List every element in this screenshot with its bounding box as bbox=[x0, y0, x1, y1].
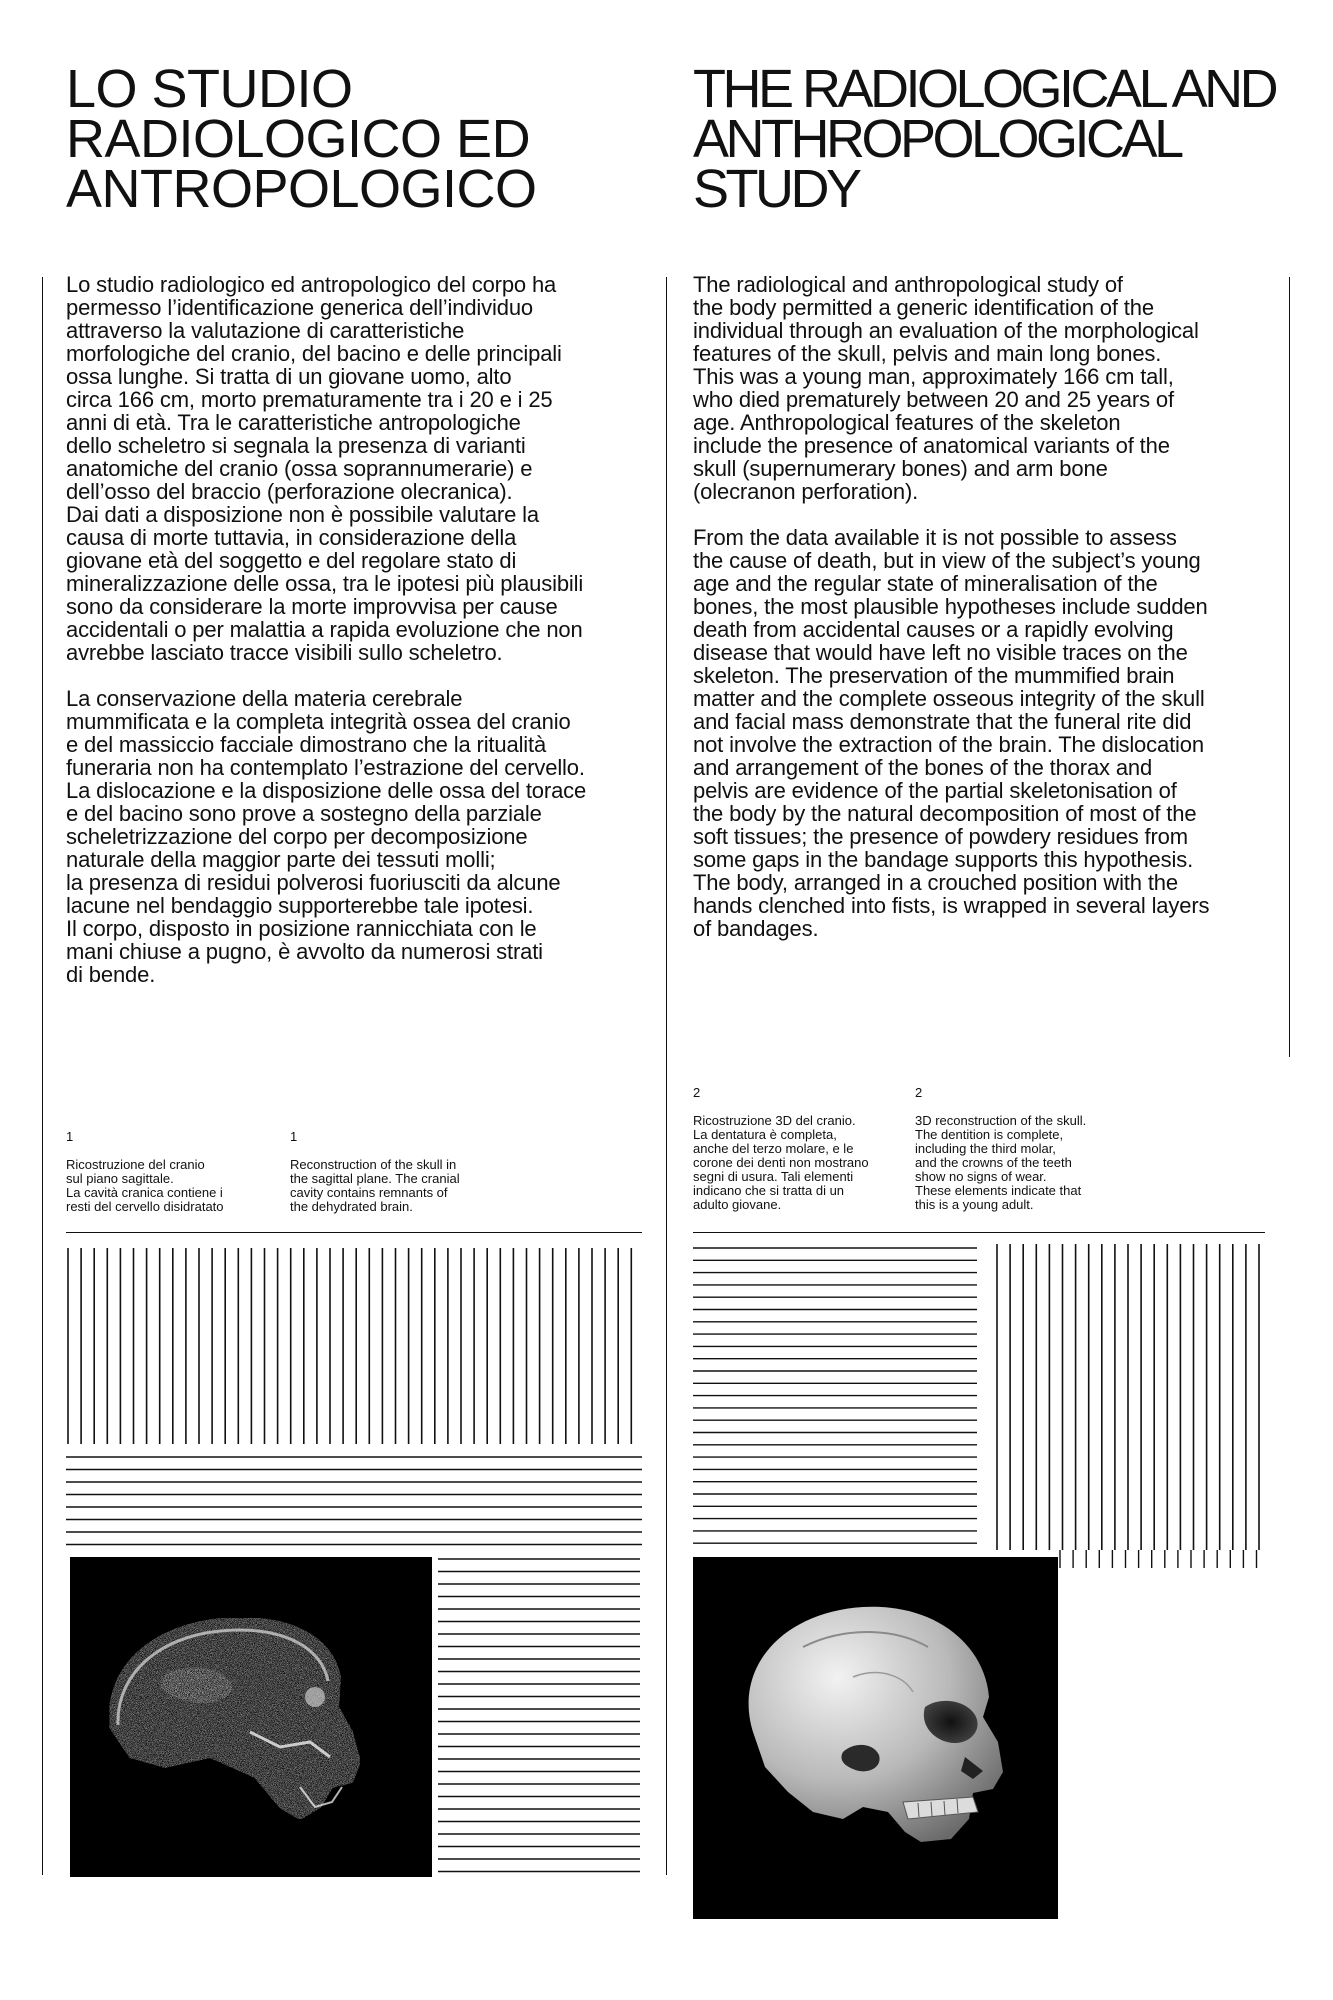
body-text-english: The radiological and anthropological study of the body permitted a generic identification of the individual through an evaluation of the morphological features of the skull, pelvis and main long bones. This was a young man, approximately 166 cm tall, who died prematurely between 20 and 25 years of age. Anthropological features of the skeleton include the presence of anatomical variants of the skull (supernumerary bones) and arm bone (olecranon perforation). From the data available it is not possible to assess the cause of death, but in view of the subject’s young age and the regular state of mineralisation of the bones, the most plausible hypotheses include sudden death from accidental causes or a rapidly evolving disease that would have left no visible traces on the skeleton. The preservation of the mummified brain matter and the complete osseous integrity of the skull and facial mass demonstrate that the funeral rite did not involve the extraction of the brain. The dislocation and arrangement of the bones of the thorax and pelvis are evidence of the partial skeletonisation of the body by the natural decomposition of most of the soft tissues; the presence of powdery residues from some gaps in the bandage supports this hypothesis. The body, arranged in a crouched position with the hands clenched into fists, is wrapped in several layers of bandages. bbox=[693, 272, 1210, 941]
figure-1-number-english: 1 bbox=[290, 1129, 298, 1144]
column-rule-right bbox=[1289, 277, 1290, 1057]
figure-2-3d-skull-image bbox=[693, 1557, 1058, 1919]
figure-1-divider bbox=[66, 1232, 642, 1233]
figure-2-horizontal-stripes bbox=[693, 1244, 983, 1554]
figure-1-sagittal-skull-image bbox=[70, 1557, 432, 1877]
figure-1-caption-italian: Ricostruzione del cranio sul piano sagittale. La cavità cranica contiene i resti del cervello disidratato bbox=[66, 1157, 224, 1214]
figure-1-number-italian: 1 bbox=[66, 1129, 74, 1144]
figure-2-divider bbox=[693, 1232, 1265, 1233]
figure-1-side-stripes bbox=[438, 1555, 643, 1880]
figure-2-number-italian: 2 bbox=[693, 1085, 701, 1100]
column-rule-center bbox=[666, 277, 667, 1875]
figure-1-vertical-stripes bbox=[66, 1248, 646, 1448]
page-title-italian: LO STUDIO RADIOLOGICO ED ANTROPOLOGICO bbox=[66, 59, 537, 219]
page-title-english: THE RADIOLOGICAL AND ANTHROPOLOGICAL STUDY bbox=[693, 59, 1276, 219]
figure-2-caption-italian: Ricostruzione 3D del cranio. La dentatura è completa, anche del terzo molare, e le corone dei denti non mostrano segni di usura. Tali elementi indicano che si tratta di un adulto giovane. bbox=[693, 1113, 869, 1212]
figure-1-horizontal-stripes bbox=[66, 1455, 646, 1555]
column-rule-left bbox=[42, 277, 43, 1875]
figure-2-diagonal-stripes bbox=[1058, 1270, 1268, 1570]
figure-2-number-english: 2 bbox=[915, 1085, 923, 1100]
figure-2-caption-english: 3D reconstruction of the skull. The dentition is complete, including the third molar, and the crowns of the teeth show no signs of wear. These elements indicate that this is a young adult. bbox=[915, 1113, 1087, 1212]
body-text-italian: Lo studio radiologico ed antropologico del corpo ha permesso l’identificazione generica dell’individuo attraverso la valutazione di caratteristiche morfologiche del cranio, del bacino e delle principali ossa lunghe. Si tratta di un giovane uomo, alto circa 166 cm, morto prematuramente tra i 20 e i 25 anni di età. Tra le caratteristiche antropologiche dello scheletro si segnala la presenza di varianti anatomiche del cranio (ossa soprannumerarie) e dell’osso del braccio (perforazione olecranica). Dai dati a disposizione non è possibile valutare la causa di morte tuttavia, in considerazione della giovane età del soggetto e del regolare stato di mineralizzazione delle ossa, tra le ipotesi più plausibili sono da considerare la morte improvvisa per cause accidentali o per malattia a rapida evoluzione che non avrebbe lasciato tracce visibili sullo scheletro. La conservazione della materia cerebrale mummificata e la completa integrità ossea del cranio e del massiccio facciale dimostrano che la ritualità funeraria non ha contemplato l’estrazione del cervello. La dislocazione e la disposizione delle ossa del torace e del bacino sono prove a sostegno della parziale scheletrizzazione del corpo per decomposizione naturale della maggior parte dei tessuti molli; la presenza di residui polverosi fuoriusciti da alcune lacune nel bendaggio supporterebbe tale ipotesi. Il corpo, disposto in posizione rannicchiata con le mani chiuse a pugno, è avvolto da numerosi strati di bende. bbox=[66, 272, 587, 987]
figure-1-caption-english: Reconstruction of the skull in the sagittal plane. The cranial cavity contains remnants of the dehydrated brain. bbox=[290, 1157, 460, 1214]
